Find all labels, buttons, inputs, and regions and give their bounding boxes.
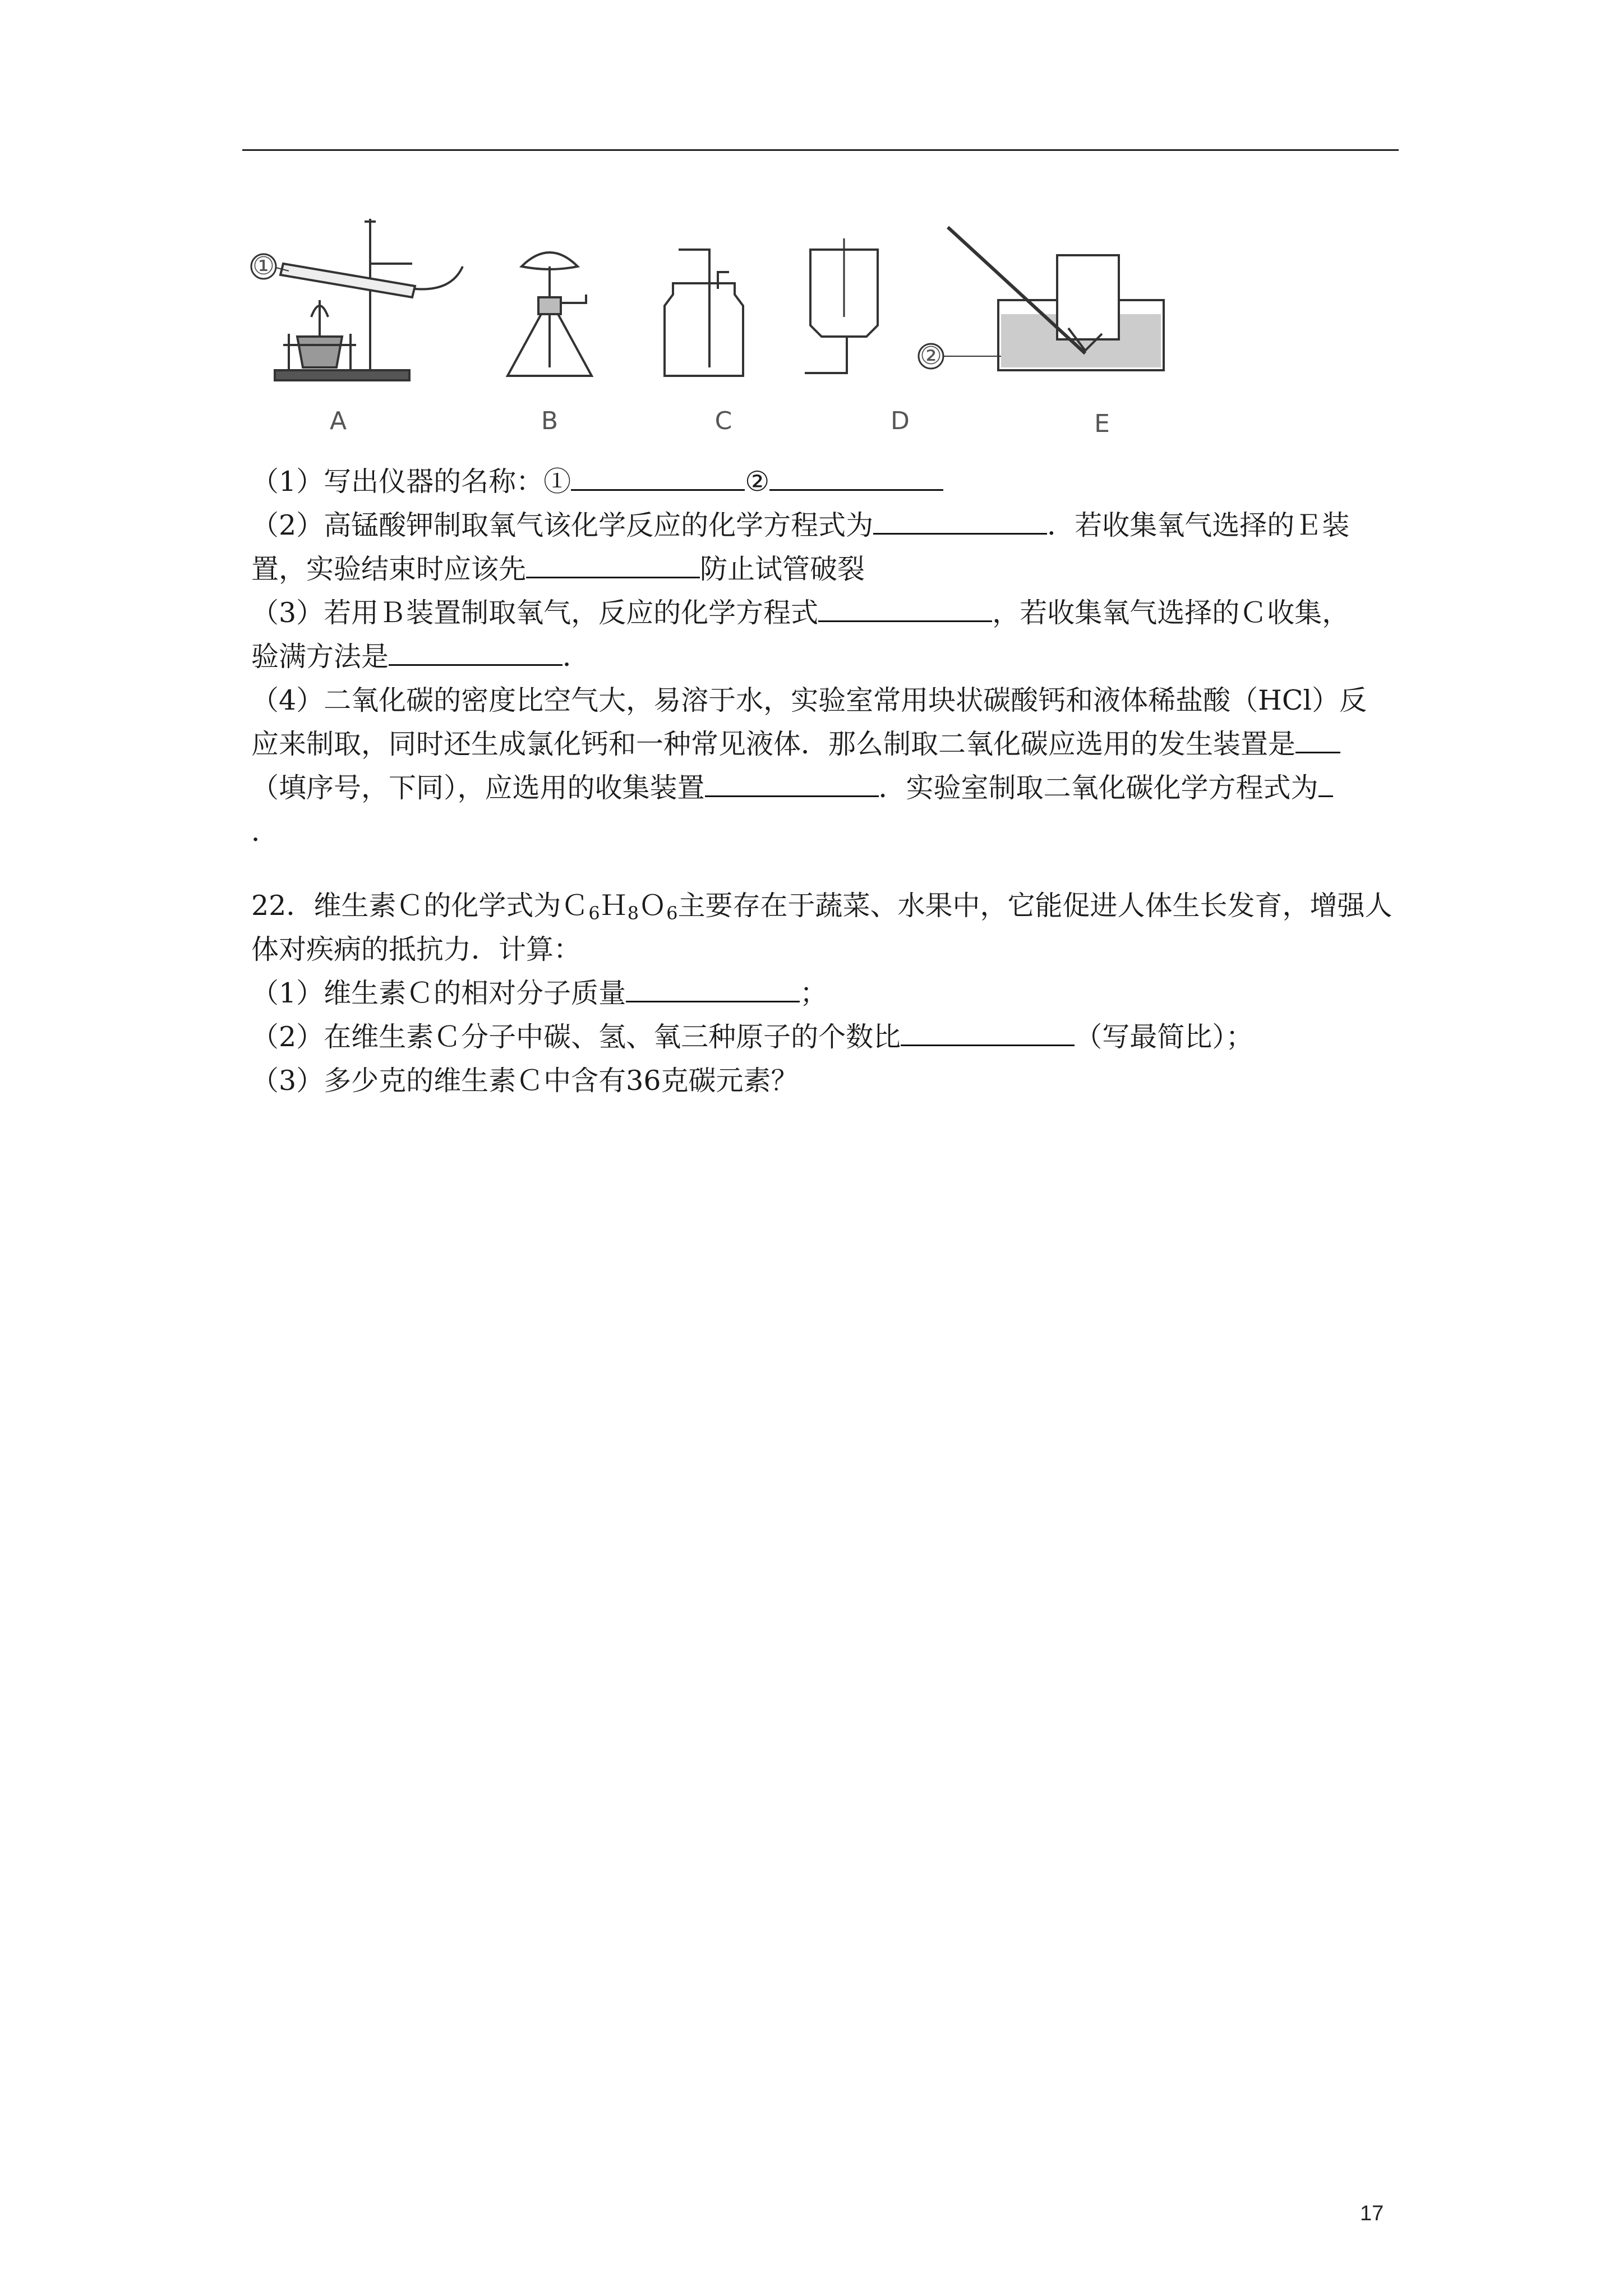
q22-p2-prefix: （2）在维生素Ｃ分子中碳、氢、氧三种原子的个数比 <box>251 1021 901 1053</box>
q21-p3-l1-prefix: （3）若用Ｂ装置制取氧气，反应的化学方程式 <box>251 597 819 629</box>
label-b: B <box>541 407 559 435</box>
answer-blank-6[interactable] <box>389 635 562 666</box>
q21-p4-l3-prefix: （填序号，下同），应选用的收集装置 <box>251 772 705 804</box>
answer-blank-5[interactable] <box>818 591 992 622</box>
q21-p2-l1-suffix: ．若收集氧气选择的Ｅ装 <box>1047 509 1350 541</box>
answer-blank-11[interactable] <box>901 1015 1075 1046</box>
q21-part3-line1 <box>251 591 1349 635</box>
marker-2: ② <box>920 342 942 370</box>
apparatus-d <box>805 238 878 373</box>
q21-p4-l2-prefix: 应来制取，同时还生成氯化钙和一种常见液体．那么制取二氧化碳应选用的发生装置是 <box>251 728 1296 760</box>
q21-part3-line2 <box>251 635 590 679</box>
q21-p3-l2-suffix: ． <box>562 641 591 673</box>
q21-part4-line2 <box>251 723 1340 766</box>
header-rule <box>242 149 1399 151</box>
answer-blank-8[interactable] <box>705 766 879 797</box>
formula-subscript-c: 6 <box>588 903 600 924</box>
lab-apparatus-figure <box>244 205 1248 446</box>
q21-part2-line2 <box>251 547 865 591</box>
q22-p1-suffix: ； <box>800 977 828 1009</box>
q22-l1-prefix: 22．维生素Ｃ的化学式为Ｃ <box>251 890 589 922</box>
answer-blank-2[interactable] <box>769 460 943 491</box>
q21-p4-l3-suffix: ．实验室制取二氧化碳化学方程式为 <box>878 772 1318 804</box>
answer-blank-7[interactable] <box>1295 723 1340 753</box>
q21-p2-l1-prefix: （2）高锰酸钾制取氧气该化学反应的化学方程式为 <box>251 509 874 541</box>
q22-line2: 体对疾病的抵抗力．计算： <box>251 933 582 965</box>
formula-h: Ｈ <box>600 890 628 922</box>
q21-p3-l2-prefix: 验满方法是 <box>251 641 389 673</box>
formula-o: Ｏ <box>639 890 667 922</box>
formula-subscript-o: 6 <box>666 903 678 924</box>
q21-p2-l2-prefix: 置，实验结束时应该先 <box>251 553 527 585</box>
q21-p1-prefix: （1）写出仪器的名称：① <box>251 466 571 498</box>
label-e: E <box>1094 409 1110 438</box>
label-c: C <box>714 407 732 435</box>
q22-p2-suffix: （写最简比）； <box>1075 1021 1253 1053</box>
apparatus-diagram <box>244 205 1248 446</box>
page-number: 17 <box>1360 2202 1384 2225</box>
answer-blank-10[interactable] <box>626 972 800 1002</box>
answer-blank-3[interactable] <box>873 504 1047 535</box>
q22-p1-prefix: （1）维生素Ｃ的相对分子质量 <box>251 977 626 1009</box>
answer-blank-4[interactable] <box>526 547 700 578</box>
q22-part3: （3）多少克的维生素Ｃ中含有36克碳元素？ <box>251 1065 799 1097</box>
q21-part1 <box>251 460 943 504</box>
label-a: A <box>329 407 347 435</box>
q21-part4-line3 <box>251 766 1333 810</box>
q21-part4-line1: （4）二氧化碳的密度比空气大，易溶于水，实验室常用块状碳酸钙和液体稀盐酸（HCl）反 <box>251 684 1367 716</box>
q21-p1-mid: ② <box>745 466 770 498</box>
label-d: D <box>891 407 910 435</box>
answer-blank-1[interactable] <box>571 460 745 491</box>
apparatus-b <box>508 252 592 376</box>
q22-part2 <box>251 1015 1253 1059</box>
formula-subscript-h: 8 <box>627 903 639 924</box>
apparatus-e <box>919 227 1164 370</box>
q22-l1-suffix: 主要存在于蔬菜、水果中，它能促进人体生长发育，增强人 <box>677 890 1393 922</box>
apparatus-a <box>251 219 463 380</box>
marker-1: ① <box>252 252 275 280</box>
q21-part2-line1 <box>251 504 1349 547</box>
q21-p2-l2-suffix: 防止试管破裂 <box>700 553 865 585</box>
q21-p3-l1-suffix: ，若收集氧气选择的Ｃ收集， <box>992 597 1350 629</box>
q22-line1 <box>251 884 1392 928</box>
q21-part4-line4: ． <box>251 816 279 848</box>
q22-part1 <box>251 972 827 1015</box>
apparatus-c <box>665 250 743 376</box>
answer-blank-9[interactable] <box>1318 766 1333 797</box>
